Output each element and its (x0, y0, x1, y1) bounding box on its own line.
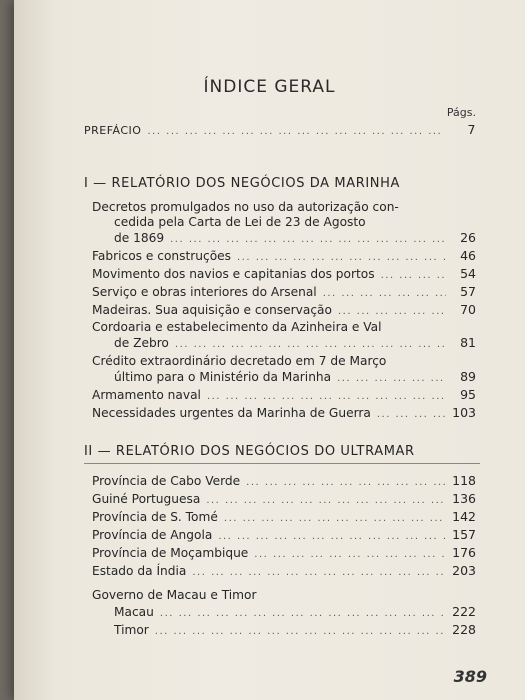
toc-entry-mocambique (92, 545, 476, 562)
leader-dots (206, 493, 446, 508)
toc-entry-cordoaria-end (114, 335, 476, 352)
toc-entry-page: 57 (460, 284, 476, 299)
toc-entry-page: 136 (452, 491, 476, 506)
leader-dots (147, 124, 446, 139)
toc-entry-label: Província de S. Tomé (92, 510, 218, 524)
toc-entry-armamento (92, 387, 476, 404)
toc-entry-page: 118 (452, 473, 476, 488)
toc-entry-line: cedida pela Carta de Lei de 23 de Agosto (114, 215, 366, 229)
toc-entry-credito (92, 354, 476, 369)
toc-entry-page: 81 (460, 335, 476, 350)
toc-entry-line: Cordoaria e estabelecimento da Azinheira e Val (92, 320, 382, 334)
toc-entry-sao-tome (92, 509, 476, 526)
toc-entry-page: 46 (460, 248, 476, 263)
toc-entry-label: Armamento naval (92, 388, 201, 402)
toc-entry-page: 157 (452, 527, 476, 542)
pages-column-label: Págs. (446, 106, 476, 119)
toc-entry-label: Guiné Portuguesa (92, 492, 201, 506)
toc-entry-fabricos (92, 248, 476, 265)
toc-entry-movimento (92, 266, 476, 283)
section-heading-ultramar: II — RELATÓRIO DOS NEGÓCIOS DO ULTRAMAR (84, 444, 415, 459)
leader-dots (254, 547, 446, 562)
leader-dots (237, 250, 446, 265)
toc-entry-label: Timor (114, 623, 149, 637)
index-title: ÍNDICE GERAL (203, 77, 336, 97)
toc-entry-page: 26 (460, 230, 476, 245)
leader-dots (323, 286, 446, 301)
leader-dots (377, 407, 446, 422)
toc-entry-page: 7 (467, 122, 476, 137)
toc-entry-page: 89 (460, 369, 476, 384)
toc-entry-label: Necessidades urgentes da Marinha de Guerra (92, 406, 371, 420)
book-page (14, 0, 525, 700)
toc-group-label: Governo de Macau e Timor (92, 588, 257, 602)
toc-entry-page: 222 (452, 604, 476, 619)
toc-entry-necessidades (92, 405, 476, 422)
leader-dots (338, 304, 446, 319)
page-number: 389 (453, 667, 487, 686)
leader-dots (160, 606, 446, 621)
toc-entry-prefacio (84, 122, 476, 139)
section-heading-marinha: I — RELATÓRIO DOS NEGÓCIOS DA MARINHA (84, 176, 400, 191)
leader-dots (381, 268, 446, 283)
toc-entry-page: 95 (460, 387, 476, 402)
toc-entry-page: 103 (452, 405, 476, 420)
toc-entry-madeiras (92, 302, 476, 319)
leader-dots (192, 565, 446, 580)
toc-entry-line: Crédito extraordinário decretado em 7 de Março (92, 354, 387, 368)
leader-dots (224, 511, 446, 526)
toc-entry-label: Fabricos e construções (92, 249, 231, 263)
toc-entry-page: 176 (452, 545, 476, 560)
toc-entry-label: Província de Moçambique (92, 546, 249, 560)
toc-entry-label: Madeiras. Sua aquisição e conservação (92, 303, 332, 317)
toc-entry-label: Estado da Índia (92, 564, 187, 578)
leader-dots (207, 389, 446, 404)
toc-entry-india (92, 563, 476, 580)
toc-entry-macau (114, 604, 476, 621)
toc-entry-timor (114, 622, 476, 639)
leader-dots (218, 529, 446, 544)
toc-entry-label: PREFÁCIO (84, 124, 142, 137)
toc-entry-page: 203 (452, 563, 476, 578)
toc-entry-line: último para o Ministério da Marinha (114, 370, 332, 384)
toc-entry-label: Serviço e obras interiores do Arsenal (92, 285, 317, 299)
leader-dots (337, 371, 446, 386)
toc-entry-line: Decretos promulgados no uso da autorização con- (92, 200, 399, 214)
toc-entry-page: 228 (452, 622, 476, 637)
toc-entry-label: Província de Angola (92, 528, 213, 542)
toc-entry-page: 54 (460, 266, 476, 281)
leader-dots (170, 232, 446, 247)
toc-entry-label: Movimento dos navios e capitanias dos portos (92, 267, 375, 281)
leader-dots (155, 624, 446, 639)
toc-entry-label: Província de Cabo Verde (92, 474, 241, 488)
toc-entry-label: Macau (114, 605, 154, 619)
toc-entry-credito-end (114, 369, 476, 386)
toc-entry-line: de 1869 (114, 231, 165, 245)
toc-entry-servico (92, 284, 476, 301)
toc-entry-page: 70 (460, 302, 476, 317)
toc-entry-decretos (92, 200, 476, 230)
leader-dots (175, 337, 446, 352)
leader-dots (246, 475, 446, 490)
toc-group-macau-timor (92, 588, 476, 603)
toc-entry-cabo-verde (92, 473, 476, 490)
toc-entry-line: de Zebro (114, 336, 169, 350)
toc-entry-angola (92, 527, 476, 544)
toc-entry-decretos-end (114, 230, 476, 247)
toc-entry-guine (92, 491, 476, 508)
section-divider (84, 463, 480, 464)
toc-entry-page: 142 (452, 509, 476, 524)
toc-entry-cordoaria (92, 320, 476, 335)
